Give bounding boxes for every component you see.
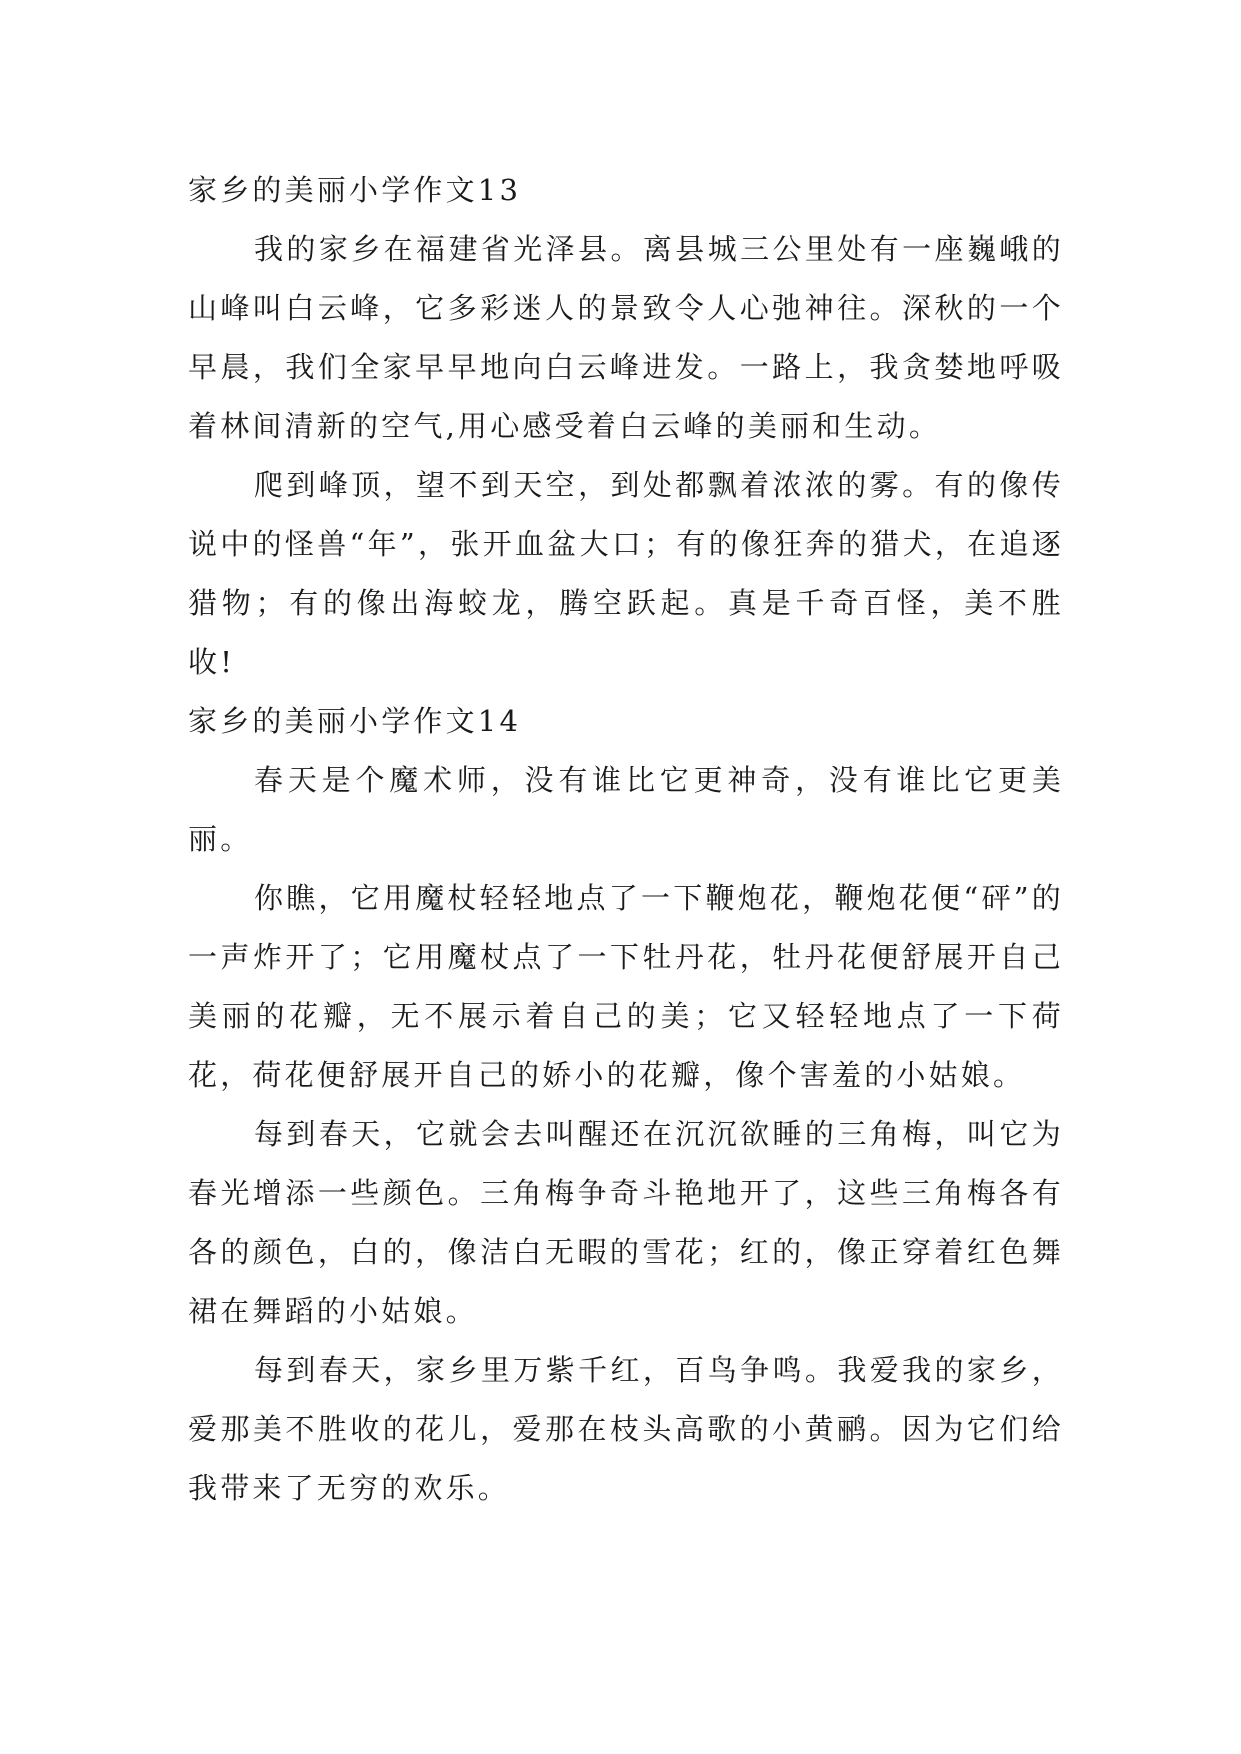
essay-title: 家乡的美丽小学作文13 [188, 173, 522, 207]
essay-paragraph: 你瞧，它用魔杖轻轻地点了一下鞭炮花，鞭炮花便“砰”的一声炸开了；它用魔杖点了一下牡丹花，牡丹花便舒展开自己美丽的花瓣，无不展示着自己的美；它又轻轻地点了一下荷花，荷花便舒展开自己的娇小的花瓣，像个害羞的小姑娘。 [188, 881, 1064, 1092]
essay-paragraph: 我的家乡在福建省光泽县。离县城三公里处有一座巍峨的山峰叫白云峰，它多彩迷人的景致令人心弛神往。深秋的一个早晨，我们全家早早地向白云峰进发。一路上，我贪婪地呼吸着林间清新的空气,用心感受着白云峰的美丽和生动。 [188, 232, 1064, 443]
essay-paragraph: 春天是个魔术师，没有谁比它更神奇，没有谁比它更美丽。 [188, 763, 1064, 856]
essay-title: 家乡的美丽小学作文14 [188, 704, 522, 738]
document-body [188, 161, 1064, 1518]
essay-paragraph: 每到春天，它就会去叫醒还在沉沉欲睡的三角梅，叫它为春光增添一些颜色。三角梅争奇斗艳地开了，这些三角梅各有各的颜色，白的，像洁白无暇的雪花；红的，像正穿着红色舞裙在舞蹈的小姑娘。 [188, 1117, 1064, 1328]
essay-paragraph: 爬到峰顶，望不到天空，到处都飘着浓浓的雾。有的像传说中的怪兽“年”，张开血盆大口；有的像狂奔的猎犬，在追逐猎物；有的像出海蛟龙，腾空跃起。真是千奇百怪，美不胜收! [188, 468, 1064, 679]
essay-section-13 [188, 161, 1064, 692]
essay-section-14 [188, 692, 1064, 1518]
essay-paragraph: 每到春天，家乡里万紫千红，百鸟争鸣。我爱我的家乡，爱那美不胜收的花儿，爱那在枝头高歌的小黄鹂。因为它们给我带来了无穷的欢乐。 [188, 1353, 1064, 1505]
